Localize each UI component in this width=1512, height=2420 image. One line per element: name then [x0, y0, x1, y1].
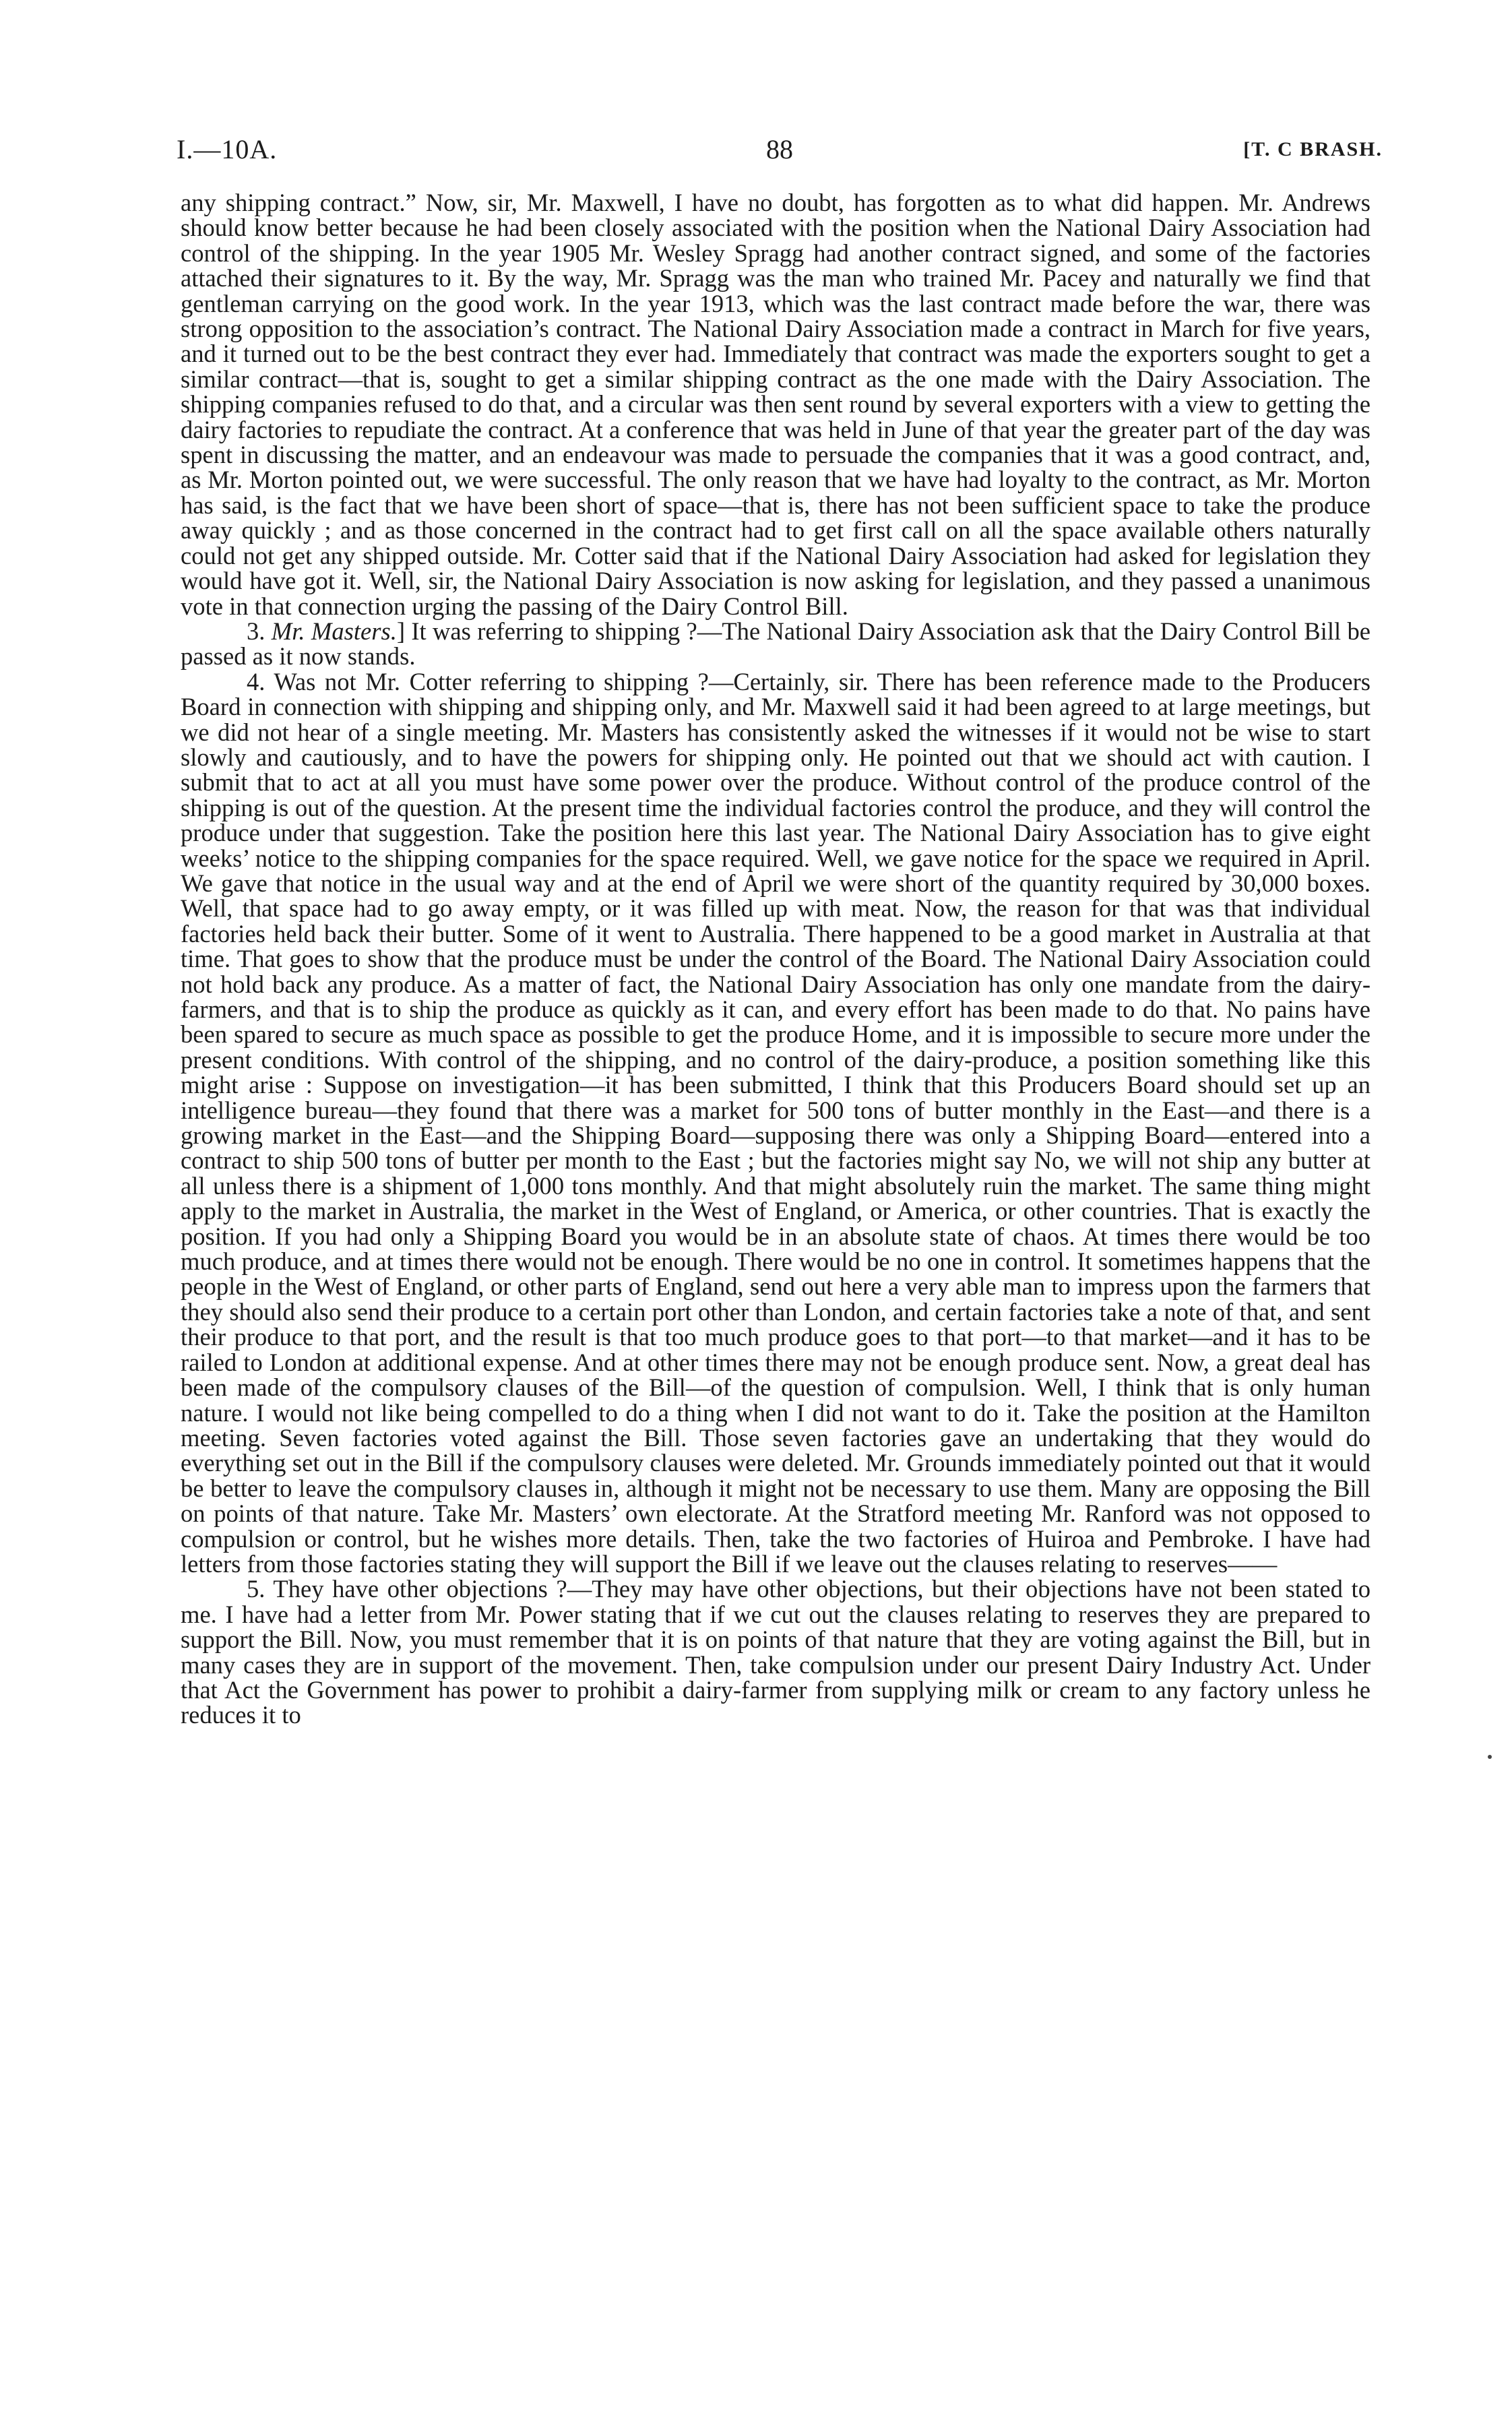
paragraph-2 — [181, 619, 1371, 669]
page-header — [177, 129, 1383, 170]
question-number: 3. — [247, 617, 272, 645]
body-text — [181, 190, 1371, 1728]
page-number: 88 — [766, 134, 793, 164]
paragraph-2-text: ] It was referring to shipping ?—The National Dairy Association ask that the Dairy Control Bill be passed as it now stands. — [181, 617, 1371, 671]
paragraph-4: 5. They have other objections ?—They may have other objections, but their objections have not been stated to me. I have had a letter from Mr. Power stating that if we cut out the clauses relating to reserves they are prepared to support the Bill. Now, you must remember that it is on points of that nature that they are voting against the Bill, but in many cases they are in support of the movement. Then, take compulsion under our present Dairy Industry Act. Under that Act the Government has power to prohibit a dairy-farmer from supplying milk or cream to any factory unless he reduces it to — [181, 1575, 1371, 1729]
paragraph-1: any shipping contract.” Now, sir, Mr. Maxwell, I have no doubt, has forgotten as to what did happen. Mr. Andrews should know better because he had been closely associated with the position when the National Dairy Association had control of the shipping. In the year 1905 Mr. Wesley Spragg had another contract signed, and some of the factories attached their signatures to it. By the way, Mr. Spragg was the man who trained Mr. Pacey and naturally we find that gentleman carrying on the good work. In the year 1913, which was the last contract made before the war, there was strong opposition to the association’s contract. The National Dairy Association made a contract in March for five years, and it turned out to be the best contract they ever had. Immediately that contract was made the exporters sought to get a similar contract—that is, sought to get a similar shipping contract as the one made with the Dairy Association. The shipping companies refused to do that, and a circular was then sent round by several exporters with a view to getting the dairy factories to repudiate the contract. At a conference that was held in June of that year the greater part of the day was spent in discussing the matter, and an endeavour was made to persuade the companies that it was a good contract, and, as Mr. Morton pointed out, we were successful. The only reason that we have had loyalty to the contract, as Mr. Morton has said, is the fact that we have been short of space—that is, there has not been sufficient space to take the produce away quickly ; and as those concerned in the contract had to get first call on all the space available others naturally could not get any shipped outside. Mr. Cotter said that if the National Dairy Association had asked for legislation they would have got it. Well, sir, the National Dairy Association is now asking for legislation, and they passed a unanimous vote in that connection urging the passing of the Dairy Control Bill. — [181, 189, 1371, 620]
margin-mark — [1488, 1755, 1492, 1759]
paper-reference: I.—10A. — [177, 134, 278, 164]
paragraph-3: 4. Was not Mr. Cotter referring to shipping ?—Certainly, sir. There has been reference made to the Producers Board in connection with shipping and shipping only, and Mr. Maxwell said it had been agreed to at large meetings, but we did not hear of a single meeting. Mr. Masters has consistently asked the witnesses if it would not be wise to start slowly and cautiously, and to have the powers for shipping only. He pointed out that we should act with caution. I submit that to act at all you must have some power over the produce. Without control of the produce control of the shipping is out of the question. At the present time the individual factories control the produce, and they will control the produce under that suggestion. Take the position here this last year. The National Dairy Association has to give eight weeks’ notice to the shipping companies for the space required. Well, we gave notice for the space we required in April. We gave that notice in the usual way and at the end of April we were short of the quantity required by 30,000 boxes. Well, that space had to go away empty, or it was filled up with meat. Now, the reason for that was that individual factories held back their butter. Some of it went to Australia. There happened to be a good market in Australia at that time. That goes to show that the produce must be under the control of the Board. The National Dairy Association could not hold back any produce. As a matter of fact, the National Dairy Association has only one mandate from the dairy-farmers, and that is to ship the produce as quickly as it can, and every effort has been made to do that. No pains have been spared to secure as much space as possible to get the produce Home, and it is impossible to secure more under the present conditions. With control of the shipping, and no control of the dairy-produce, a position something like this might arise : Suppose on investigation—it has been submitted, I think that this Producers Board should set up an intelligence bureau—they found that there was a market for 500 tons of butter monthly in the East—and there is a growing market in the East—and the Shipping Board—supposing there was only a Shipping Board—entered into a contract to ship 500 tons of butter per month to the East ; but the factories might say No, we will not ship any butter at all unless there is a shipment of 1,000 tons monthly. And that might absolutely ruin the market. The same thing might apply to the market in Australia, the market in the West of England, or America, or other countries. That is exactly the position. If you had only a Shipping Board you would be in an absolute state of chaos. At times there would be too much produce, and at times there would not be enough. There would be no one in control. It sometimes happens that the people in the West of England, or other parts of England, send out here a very able man to impress upon the farmers that they should also send their produce to a certain port other than London, and certain factories take a note of that, and sent their produce to that port, and the result is that too much produce goes to that port—to that market—and it has to be railed to London at additional expense. And at other times there may not be enough produce sent. Now, a great deal has been made of the compulsory clauses of the Bill—of the question of compulsion. Well, I think that is only human nature. I would not like being compelled to do a thing when I did not want to do it. Take the position at the Hamilton meeting. Seven factories voted against the Bill. Those seven factories gave an undertaking that they would do everything set out in the Bill if the compulsory clauses were deleted. Mr. Grounds immediately pointed out that it would be better to leave the compulsory clauses in, although it might not be necessary to use them. Many are opposing the Bill on points of that nature. Take Mr. Masters’ own electorate. At the Stratford meeting Mr. Ranford was not opposed to compulsion or control, but he wishes more details. Then, take the two factories of Huiroa and Pembroke. I have had letters from those factories stating they will support the Bill if we leave out the clauses relating to reserves—— — [181, 667, 1371, 1578]
witness-name: [T. C BRASH. — [1243, 138, 1383, 160]
speaker-name: Mr. Masters. — [271, 617, 397, 645]
